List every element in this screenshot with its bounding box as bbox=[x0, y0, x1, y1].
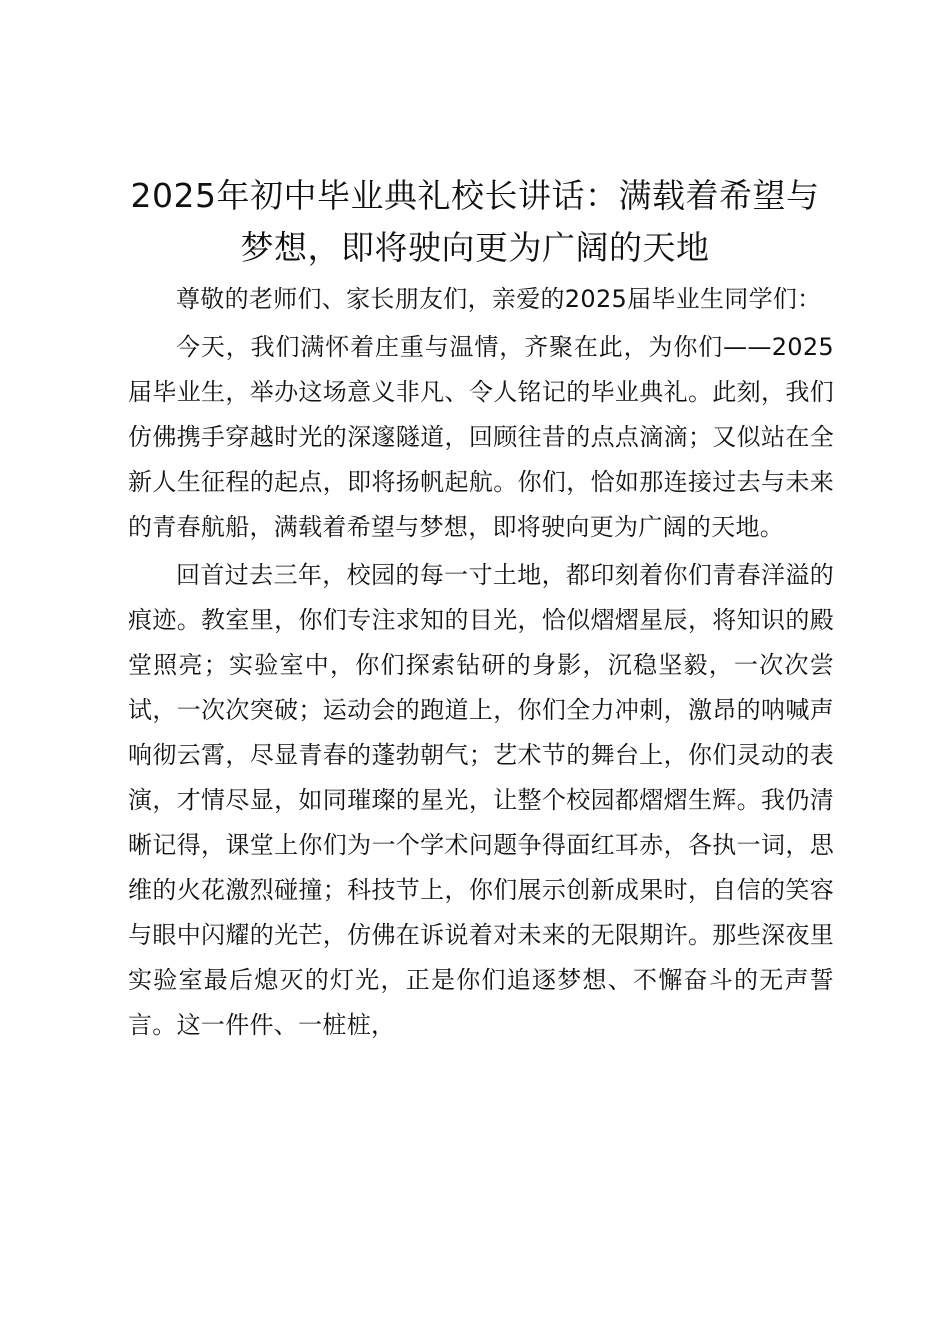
salutation-paragraph: 尊敬的老师们、家长朋友们，亲爱的2025届毕业生同学们： bbox=[176, 285, 822, 313]
body-paragraph: 回首过去三年，校园的每一寸土地，都印刻着你们青春洋溢的痕迹。教室里，你们专注求知的目光，恰似熠熠星辰，将知识的殿堂照亮；实验室中，你们探索钻研的身影，沉稳坚毅，一次次尝试，一次次突破；运动会的跑道上，你们全力冲刺，激昂的呐喊声响彻云霄，尽显青春的蓬勃朝气；艺术节的舞台上，你们灵动的表演，才情尽显，如同璀璨的星光，让整个校园都熠熠生辉。我仍清晰记得，课堂上你们为一个学术问题争得面红耳赤，各执一词，思维的火花激烈碰撞；科技节上，你们展示创新成果时，自信的笑容与眼中闪耀的光芒，仿佛在诉说着对未来的无限期许。那些深夜里实验室最后熄灭的灯光，正是你们追逐梦想、不懈奋斗的无声誓言。这一件件、一桩桩， bbox=[128, 561, 834, 1039]
body-paragraph: 今天，我们满怀着庄重与温情，齐聚在此，为你们——2025届毕业生，举办这场意义非凡、令人铭记的毕业典礼。此刻，我们仿佛携手穿越时光的深邃隧道，回顾往昔的点点滴滴；又似站在全新人生征程的起点，即将扬帆起航。你们，恰如那连接过去与未来的青春航船，满载着希望与梦想，即将驶向更为广阔的天地。 bbox=[128, 333, 834, 541]
document-title: 2025年初中毕业典礼校长讲话：满载着希望与梦想，即将驶向更为广阔的天地 bbox=[130, 176, 820, 267]
document-body bbox=[128, 277, 834, 1048]
